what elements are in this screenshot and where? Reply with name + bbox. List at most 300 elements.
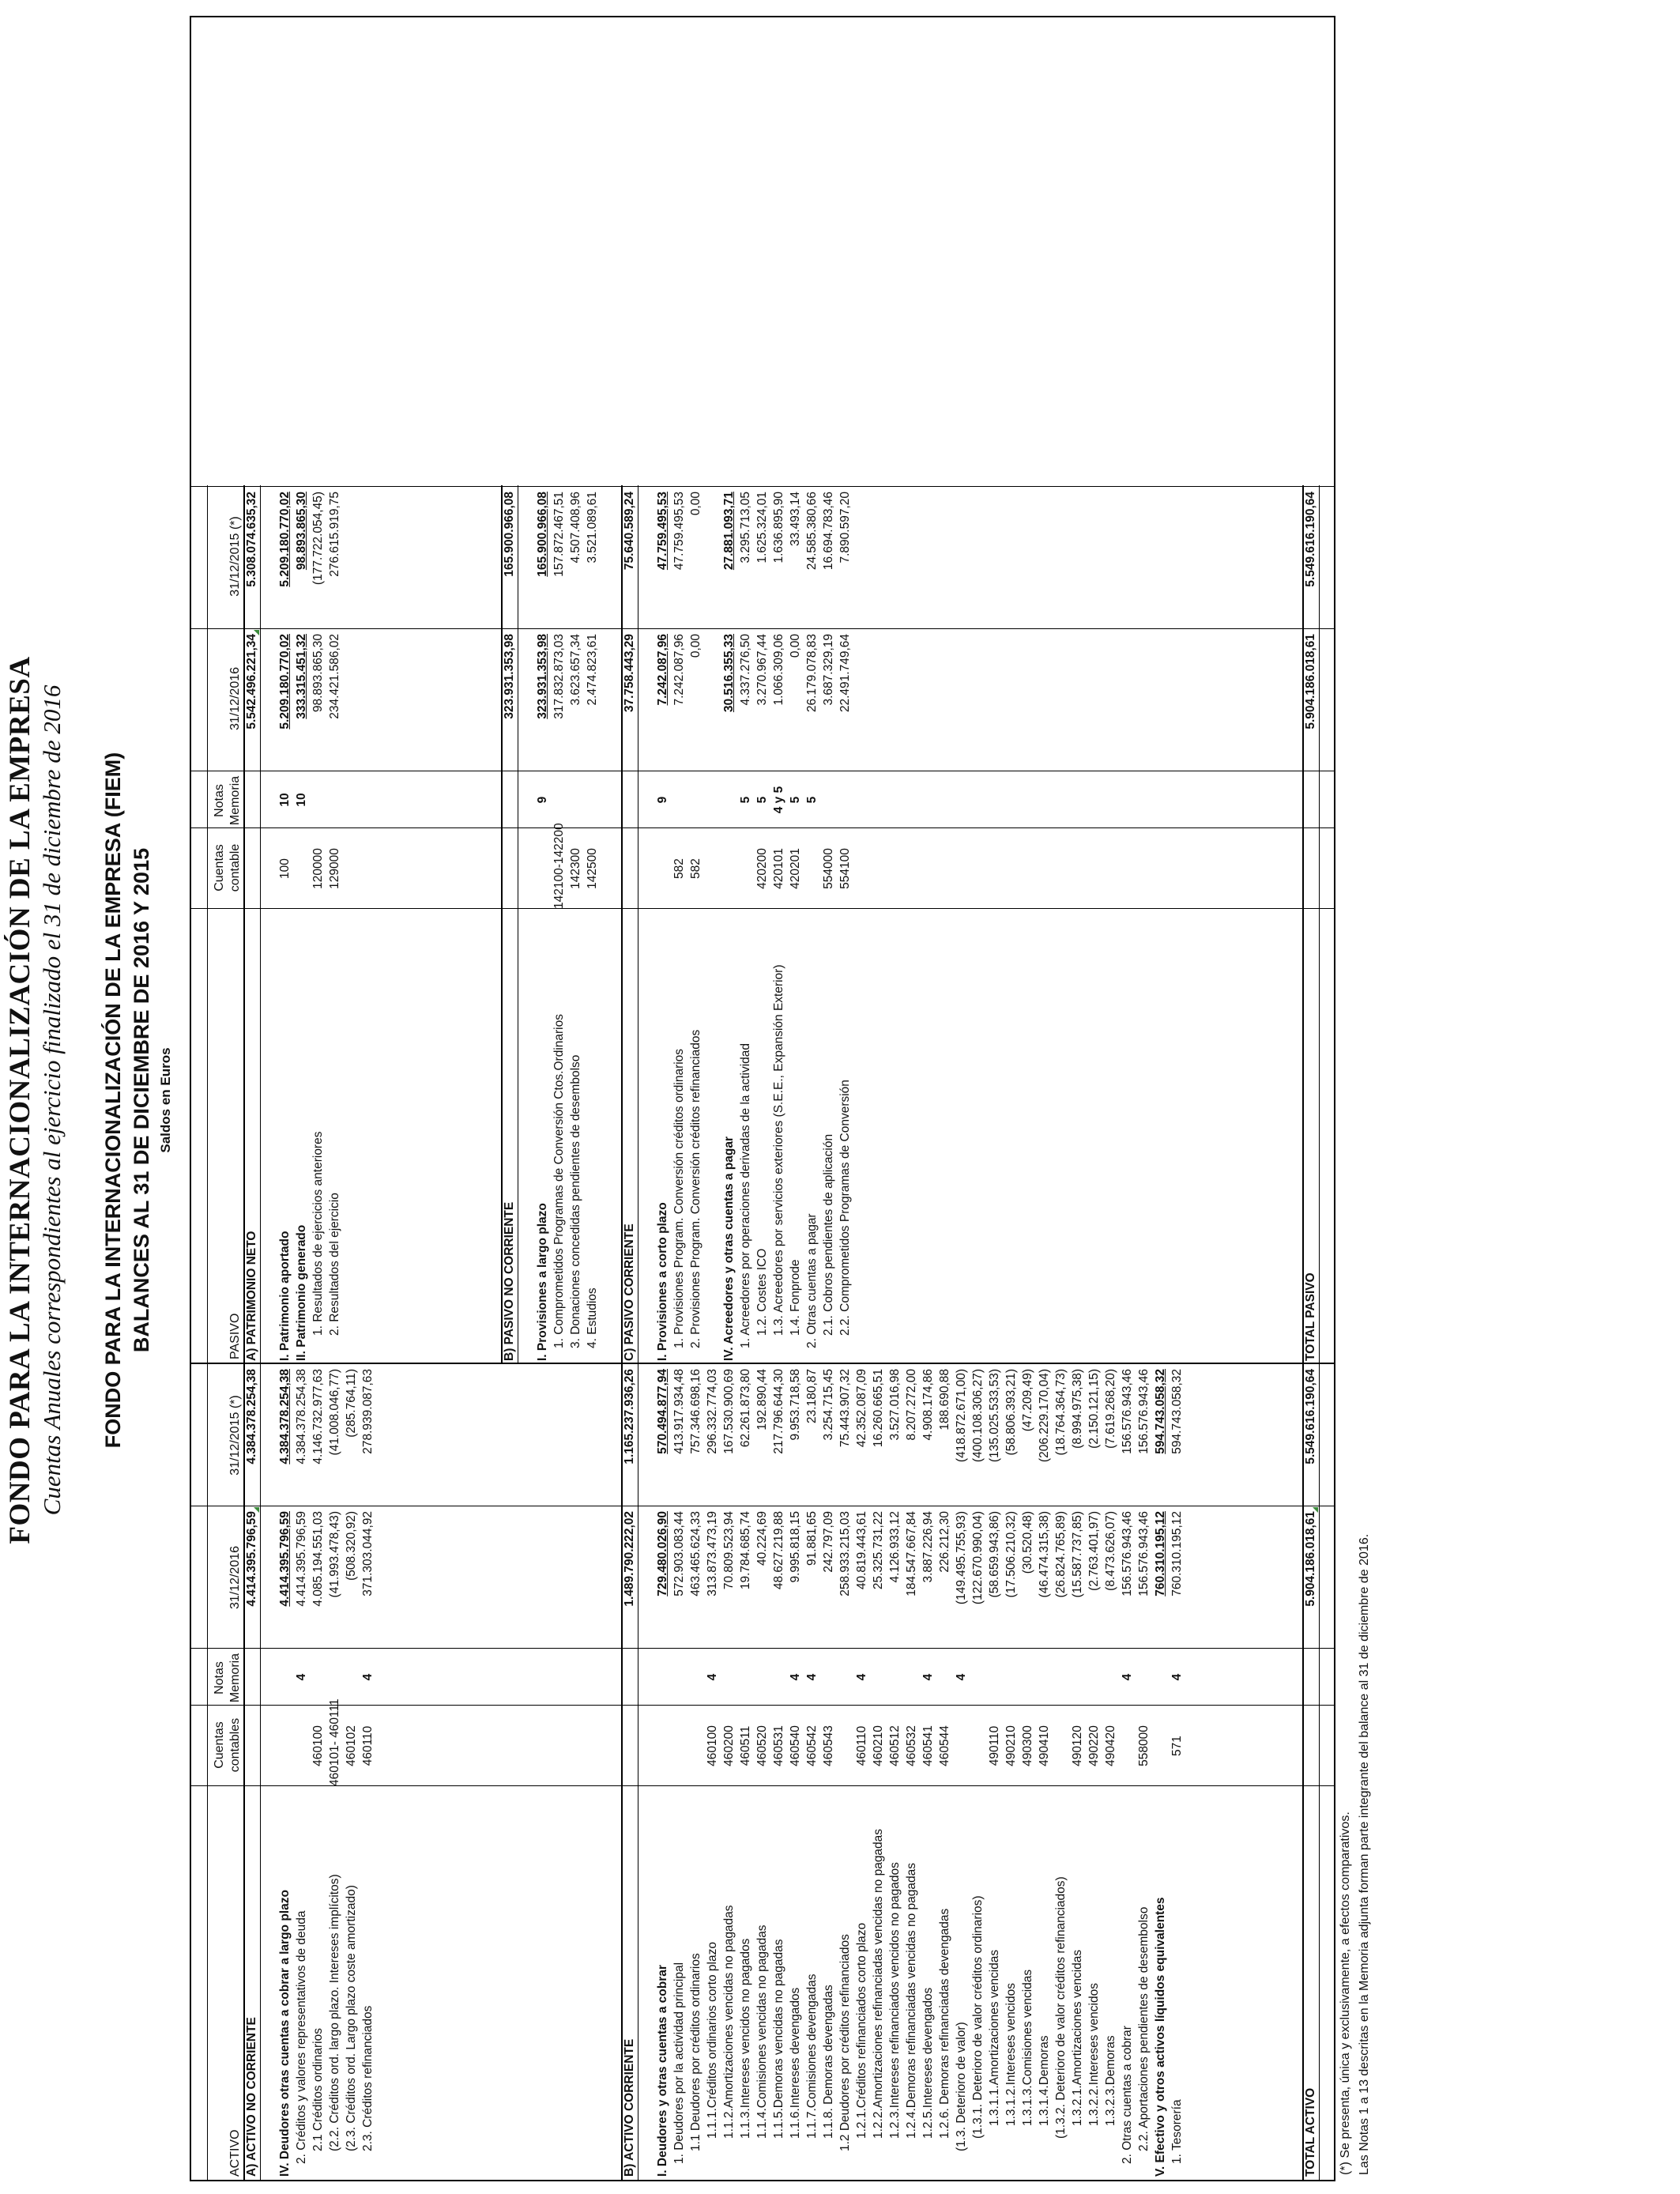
row-label: (1.3. Deterioro de valor) bbox=[955, 2022, 968, 2151]
section-total-row bbox=[243, 1364, 260, 2180]
row-label: (2.3. Créditos ord. Largo plazo coste amortizado) bbox=[345, 1885, 358, 2151]
table-row bbox=[887, 1364, 903, 2180]
row-label: 2.2. Aportaciones pendientes de desembolso bbox=[1137, 1906, 1151, 2151]
table-row bbox=[970, 1364, 986, 2180]
value-2016: 7.242.087,96 bbox=[672, 634, 686, 706]
row-label: 1.3.2.1.Amortizaciones vencidas bbox=[1071, 1949, 1084, 2126]
note-ref: 5 bbox=[739, 796, 752, 804]
note-ref: 9 bbox=[536, 796, 549, 804]
note-ref: 5 bbox=[755, 796, 769, 804]
value-2016: 4.126.933,12 bbox=[888, 1511, 902, 1583]
row-label: I. Provisiones a largo plazo bbox=[536, 1203, 549, 1361]
section-total-row bbox=[621, 485, 638, 1364]
value-2015: (285.764,11) bbox=[345, 1369, 358, 1438]
table-row bbox=[260, 485, 277, 1364]
value-2016: (2.763.401,97) bbox=[1087, 1511, 1101, 1591]
row-label: 1. Tesorería bbox=[1170, 2099, 1184, 2164]
value-2016: 40.224,69 bbox=[755, 1511, 769, 1566]
account-code: 460532 bbox=[905, 1725, 918, 1766]
activo-header: ACTIVO bbox=[228, 2129, 242, 2177]
value-2016: 4.414.395.796,59 bbox=[295, 1511, 308, 1607]
value-2015: 4.146.732.977,63 bbox=[311, 1369, 325, 1465]
value-2015: 4.507.408,96 bbox=[569, 492, 582, 564]
table-row bbox=[671, 485, 687, 1364]
table-row bbox=[343, 1364, 360, 2180]
fund-title: FONDO PARA LA INTERNACIONALIZACIÓN DE LA EMPRESA (FIEM) bbox=[101, 752, 125, 1449]
pasivo-cuentas-header: Cuentas contable bbox=[213, 843, 242, 892]
value-2015: 4.908.174,86 bbox=[921, 1369, 935, 1441]
value-2016: 91.881,65 bbox=[805, 1511, 819, 1566]
table-row bbox=[326, 485, 343, 1364]
row-label: 2. Resultados del ejercicio bbox=[328, 1193, 341, 1336]
section-total-row bbox=[1302, 485, 1319, 1364]
table-row bbox=[1086, 1364, 1102, 2180]
row-label: 2.1 Créditos ordinarios bbox=[311, 2028, 325, 2151]
document-subtitle: Cuentas Anuales correspondientes al ejercicio finalizado el 31 de diciembre de 2016 bbox=[38, 684, 66, 1516]
value-2015: 24.585.380,66 bbox=[805, 492, 819, 571]
row-label: 1.2. Costes ICO bbox=[755, 1248, 769, 1336]
section-total-row bbox=[243, 485, 260, 1364]
value-2015: 47.759.495,53 bbox=[672, 492, 686, 571]
value-2015: 570.494.877,94 bbox=[656, 1369, 669, 1454]
note-ref: 4 bbox=[1121, 1673, 1134, 1681]
value-2016: 234.421.586,02 bbox=[328, 634, 341, 719]
table-row bbox=[986, 1364, 1003, 2180]
row-label: 1.3.1.2.Intereses vencidos bbox=[1004, 1983, 1018, 2126]
value-2016: (149.495.755,93) bbox=[955, 1511, 968, 1605]
note-ref: 4 bbox=[921, 1673, 935, 1681]
value-2016: (8.473.626,07) bbox=[1104, 1511, 1117, 1591]
account-code: 460110 bbox=[361, 1725, 375, 1766]
value-2015: (135.025.533,53) bbox=[988, 1369, 1001, 1463]
account-code: 460540 bbox=[789, 1725, 802, 1766]
value-2015: 1.165.237.936,26 bbox=[623, 1369, 636, 1465]
row-label: 2. Otras cuentas a pagar bbox=[805, 1213, 819, 1348]
value-2015: (41.008.046,77) bbox=[328, 1369, 341, 1456]
account-code: 142500 bbox=[586, 848, 599, 889]
value-2015: 276.615.919,75 bbox=[328, 492, 341, 577]
value-2016: 30.516.355,33 bbox=[722, 634, 736, 713]
account-code: 460541 bbox=[921, 1725, 935, 1766]
row-label: TOTAL ACTIVO bbox=[1304, 2087, 1317, 2177]
row-label: IV. Deudores otras cuentas a cobrar a largo plazo bbox=[278, 1890, 292, 2177]
account-code: 460200 bbox=[722, 1725, 736, 1766]
note-ref: 4 y 5 bbox=[772, 786, 785, 814]
row-label: B) ACTIVO CORRIENTE bbox=[623, 2038, 636, 2177]
row-label: B) PASIVO NO CORRIENTE bbox=[503, 1201, 516, 1361]
account-code: 460531 bbox=[772, 1725, 785, 1766]
row-label: 1.3. Acreedores por servicios exteriores (S.E.E., Expansión Exterior) bbox=[772, 964, 785, 1336]
note-ref: 5 bbox=[789, 796, 802, 804]
pasivo-2016-header: 31/12/2016 bbox=[228, 666, 242, 731]
row-label: 2.1. Cobros pendientes de aplicación bbox=[822, 1133, 835, 1336]
document-title: FONDO PARA LA INTERNACIONALIZACIÓN DE LA EMPRESA bbox=[4, 656, 36, 1544]
value-2015: (7.619.268,20) bbox=[1104, 1369, 1117, 1449]
value-2016: 5.209.180.770,02 bbox=[278, 634, 292, 729]
table-row bbox=[1069, 1364, 1086, 2180]
value-2016: (17.506.210,32) bbox=[1004, 1511, 1018, 1598]
table-row bbox=[1036, 1364, 1053, 2180]
account-code: 571 bbox=[1170, 1736, 1184, 1756]
row-label: I. Patrimonio aportado bbox=[278, 1231, 292, 1361]
account-code: 582 bbox=[689, 858, 703, 879]
value-2016: (508.320,92) bbox=[345, 1511, 358, 1581]
value-2015: (206.229.170,04) bbox=[1038, 1369, 1051, 1463]
value-2015: (400.108.306,27) bbox=[971, 1369, 985, 1463]
account-code: 460512 bbox=[888, 1725, 902, 1766]
account-code: 460210 bbox=[872, 1725, 885, 1766]
value-2015: (58.806.393,21) bbox=[1004, 1369, 1018, 1456]
value-2015: 296.332.774,03 bbox=[706, 1369, 719, 1454]
table-row bbox=[293, 485, 310, 1364]
pasivo-2015-header: 31/12/2015 (*) bbox=[228, 516, 242, 597]
table-row bbox=[1003, 1364, 1019, 2180]
value-2016: 3.623.657,34 bbox=[569, 634, 582, 706]
table-row bbox=[804, 1364, 820, 2180]
row-label: 1.1.2.Amortizaciones vencidas no pagadas bbox=[722, 1905, 736, 2139]
value-2016: 25.325.731,22 bbox=[872, 1511, 885, 1590]
value-2015: 62.261.873,80 bbox=[739, 1369, 752, 1448]
account-code: 420200 bbox=[755, 848, 769, 889]
value-2015: 16.694.783,46 bbox=[822, 492, 835, 571]
value-2015: 1.636.895,90 bbox=[772, 492, 785, 564]
table-row bbox=[903, 1364, 920, 2180]
value-2015: 594.743.058,32 bbox=[1154, 1369, 1167, 1454]
value-2016: 48.627.219,88 bbox=[772, 1511, 785, 1590]
account-code: 460511 bbox=[739, 1725, 752, 1766]
note-ref: 10 bbox=[278, 793, 292, 807]
table-row bbox=[687, 1364, 704, 2180]
pasivo-header: PASIVO bbox=[228, 1313, 242, 1359]
row-label: 1. Comprometidos Programas de Conversión Ctos.Ordinarios bbox=[552, 1014, 566, 1348]
note-ref: 4 bbox=[361, 1673, 375, 1681]
pasivo-notas-header: Notas Memoria bbox=[213, 775, 242, 826]
row-label: 1.3.1.3.Comisiones vencidas bbox=[1021, 1969, 1034, 2126]
account-code: 490410 bbox=[1038, 1725, 1051, 1766]
table-row bbox=[721, 1364, 737, 2180]
row-label: (2.2. Créditos ord. largo plazo. Intereses implícitos) bbox=[328, 1874, 341, 2151]
value-2015: 156.576.943,46 bbox=[1137, 1369, 1151, 1454]
row-label: 1.2.6. Demoras refinanciadas devengadas bbox=[938, 1908, 951, 2139]
table-row bbox=[1152, 1364, 1169, 2180]
value-2016: 760.310.195,12 bbox=[1154, 1511, 1167, 1596]
footnote-comparative: (*) Se presenta, única y exclusivamente, a efectos comparativos. bbox=[1339, 1811, 1352, 2175]
row-label: V. Efectivo y otros activos líquidos equivalentes bbox=[1154, 1897, 1167, 2177]
row-label: 1. Deudores por la actividad principal bbox=[672, 1962, 686, 2164]
account-code: 554000 bbox=[822, 848, 835, 889]
note-ref: 4 bbox=[855, 1673, 868, 1681]
value-2016: 226.212,30 bbox=[938, 1511, 951, 1573]
value-2016: 37.758.443,29 bbox=[623, 634, 636, 713]
value-2016: 313.873.473,19 bbox=[706, 1511, 719, 1596]
value-2016: 98.893.865,30 bbox=[311, 634, 325, 713]
table-row bbox=[260, 1364, 277, 2180]
table-row bbox=[310, 1364, 326, 2180]
value-2015: 0,00 bbox=[689, 492, 703, 516]
value-2015: 8.207.272,00 bbox=[905, 1369, 918, 1441]
row-label: I. Provisiones a corto plazo bbox=[656, 1202, 669, 1361]
account-code: 460544 bbox=[938, 1725, 951, 1766]
value-2016: 5.904.186.018,61 bbox=[1304, 1511, 1317, 1607]
balance-table bbox=[190, 16, 1335, 2181]
value-2016: 3.270.967,44 bbox=[755, 634, 769, 706]
account-code: 490120 bbox=[1071, 1725, 1084, 1766]
value-2015: 75.443.907,32 bbox=[838, 1369, 852, 1448]
value-2016: (15.587.737,85) bbox=[1071, 1511, 1084, 1598]
note-ref: 4 bbox=[706, 1673, 719, 1681]
value-2015: 33.493,14 bbox=[789, 492, 802, 546]
value-2015: 5.549.616.190,64 bbox=[1304, 1369, 1317, 1465]
account-code: 558000 bbox=[1137, 1725, 1151, 1766]
row-label: 1.2.5.Intereses devengados bbox=[921, 1987, 935, 2139]
table-row bbox=[293, 1364, 310, 2180]
value-2016: 26.179.078,83 bbox=[805, 634, 819, 713]
account-code: 460100 bbox=[311, 1725, 325, 1766]
row-label: I. Deudores y otras cuentas a cobrar bbox=[656, 1965, 669, 2177]
table-row bbox=[804, 485, 820, 1364]
account-code: 460110 bbox=[855, 1725, 868, 1766]
row-label: 1.1.6.Intereses devengados bbox=[789, 1987, 802, 2139]
account-code: 460101- 460111 bbox=[328, 1698, 341, 1786]
value-2016: 40.819.443,61 bbox=[855, 1511, 868, 1590]
value-2015: 167.530.900,69 bbox=[722, 1369, 736, 1454]
value-2016: 2.474.823,61 bbox=[586, 634, 599, 706]
row-label: 4. Estudios bbox=[586, 1287, 599, 1348]
table-row bbox=[704, 1364, 721, 2180]
table-row bbox=[770, 485, 787, 1364]
row-label: 1.1.8. Demoras devengadas bbox=[822, 1985, 835, 2139]
value-2015: 27.881.093,71 bbox=[722, 492, 736, 571]
value-2015: 47.759.495,53 bbox=[656, 492, 669, 571]
note-ref: 10 bbox=[295, 793, 308, 807]
account-code: 420201 bbox=[789, 848, 802, 889]
comment-flag-icon bbox=[254, 1507, 259, 1513]
table-row bbox=[837, 1364, 853, 2180]
table-row bbox=[1019, 1364, 1036, 2180]
row-label: 1.2.3.Intereses refinanciados vencidos no pagados bbox=[888, 1862, 902, 2139]
value-2016: (26.824.765,89) bbox=[1054, 1511, 1068, 1598]
balance-subtitle: Saldos en Euros bbox=[158, 1047, 173, 1153]
table-row bbox=[1053, 1364, 1069, 2180]
table-row bbox=[721, 485, 737, 1364]
row-label: IV. Acreedores y otras cuentas a pagar bbox=[722, 1136, 736, 1361]
footnote-notes: Las Notas 1 a 13 descritas en la Memoria adjunta forman parte integrante del balance al 31 de diciembre de 2016. bbox=[1358, 1533, 1371, 2175]
table-row bbox=[704, 485, 721, 1364]
value-2015: 188.690,88 bbox=[938, 1369, 951, 1431]
value-2015: 4.384.378.254,38 bbox=[245, 1369, 258, 1465]
value-2016: 156.576.943,46 bbox=[1137, 1511, 1151, 1596]
table-row bbox=[820, 1364, 837, 2180]
row-label: TOTAL PASIVO bbox=[1304, 1272, 1317, 1361]
activo-2016-header: 31/12/2016 bbox=[228, 1545, 242, 1610]
value-2016: 0,00 bbox=[789, 634, 802, 658]
value-2016: (41.993.478,43) bbox=[328, 1511, 341, 1598]
note-ref: 4 bbox=[1170, 1673, 1184, 1681]
value-2016: 760.310.195,12 bbox=[1170, 1511, 1184, 1596]
value-2015: 1.625.324,01 bbox=[755, 492, 769, 564]
table-row bbox=[920, 1364, 936, 2180]
value-2016: (46.474.315,38) bbox=[1038, 1511, 1051, 1598]
value-2015: (2.150.121,15) bbox=[1087, 1369, 1101, 1449]
table-row bbox=[638, 485, 654, 1364]
activo-2015-header: 31/12/2015 (*) bbox=[228, 1395, 242, 1476]
balance-sheet-page bbox=[0, 9, 1667, 2191]
table-row bbox=[787, 1364, 804, 2180]
table-row bbox=[360, 1364, 376, 2180]
value-2016: 333.315.451,32 bbox=[295, 634, 308, 719]
account-code: 490110 bbox=[988, 1725, 1001, 1766]
value-2015: 23.180,87 bbox=[805, 1369, 819, 1423]
table-row bbox=[953, 1364, 970, 2180]
table-row bbox=[1119, 1364, 1136, 2180]
value-2016: 242.797,09 bbox=[822, 1511, 835, 1573]
value-2015: (18.764.364,73) bbox=[1054, 1369, 1068, 1456]
table-row bbox=[277, 1364, 293, 2180]
value-2016: 22.491.749,64 bbox=[838, 634, 852, 713]
row-label: 1.2 Deudores por créditos refinanciados bbox=[838, 1934, 852, 2151]
account-code: 490300 bbox=[1021, 1725, 1034, 1766]
note-ref: 9 bbox=[656, 796, 669, 804]
row-label: 1.1.5.Demoras vencidas no pagadas bbox=[772, 1939, 785, 2139]
row-label: 1. Provisiones Program. Conversión créditos ordinarios bbox=[672, 1048, 686, 1348]
section-total-row bbox=[621, 1364, 638, 2180]
table-row bbox=[770, 1364, 787, 2180]
account-code: 120000 bbox=[311, 848, 325, 889]
value-2015: 757.346.698,16 bbox=[689, 1369, 703, 1454]
row-label: 1.1.4.Comisiones vencidas no pagadas bbox=[755, 1924, 769, 2139]
value-2016: 1.066.309,06 bbox=[772, 634, 785, 706]
row-label: 2.3. Créditos refinanciados bbox=[361, 2005, 375, 2151]
row-label: 1. Resultados de ejercicios anteriores bbox=[311, 1131, 325, 1336]
value-2016: 258.933.215,03 bbox=[838, 1511, 852, 1596]
value-2016: (122.670.990,04) bbox=[971, 1511, 985, 1605]
value-2016: 70.809.523,94 bbox=[722, 1511, 736, 1590]
value-2016: (30.520,48) bbox=[1021, 1511, 1034, 1574]
account-code: 582 bbox=[672, 858, 686, 879]
value-2015: (418.872.671,00) bbox=[955, 1369, 968, 1463]
row-label: 1.3.1.4.Demoras bbox=[1038, 2035, 1051, 2126]
account-code: 460520 bbox=[755, 1725, 769, 1766]
row-label: 1. Acreedores por operaciones derivadas de la actividad bbox=[739, 1042, 752, 1348]
account-code: 490220 bbox=[1087, 1725, 1101, 1766]
row-label: 1.2.4.Demoras refinanciadas vencidas no pagadas bbox=[905, 1863, 918, 2139]
value-2016: 4.414.395.796,59 bbox=[278, 1511, 292, 1607]
value-2015: (8.994.975,38) bbox=[1071, 1369, 1084, 1449]
value-2015: 156.576.943,46 bbox=[1121, 1369, 1134, 1454]
row-label: 2. Provisiones Program. Conversión créditos refinanciados bbox=[689, 1029, 703, 1348]
value-2015: 4.384.378.254,38 bbox=[295, 1369, 308, 1465]
value-2015: 5.308.074.635,32 bbox=[245, 492, 258, 587]
value-2016: (58.659.943,86) bbox=[988, 1511, 1001, 1598]
note-ref: 4 bbox=[955, 1673, 968, 1681]
note-ref: 4 bbox=[805, 1673, 819, 1681]
table-row bbox=[737, 1364, 754, 2180]
value-2016: 323.931.353,98 bbox=[503, 634, 516, 719]
value-2016: 9.995.818,15 bbox=[789, 1511, 802, 1583]
value-2015: 3.527.016,98 bbox=[888, 1369, 902, 1441]
value-2016: 1.489.790.222,02 bbox=[623, 1511, 636, 1607]
value-2015: 75.640.589,24 bbox=[623, 492, 636, 571]
row-label: 1.1 Deudores por créditos ordinarios bbox=[689, 1953, 703, 2151]
comment-flag-icon bbox=[254, 630, 259, 635]
account-code: 460543 bbox=[822, 1725, 835, 1766]
table-row bbox=[277, 485, 293, 1364]
value-2015: (177.722.054,45) bbox=[311, 492, 325, 586]
table-row bbox=[584, 485, 601, 1364]
value-2015: 192.890,44 bbox=[755, 1369, 769, 1431]
table-row bbox=[820, 485, 837, 1364]
account-code: 129000 bbox=[328, 848, 341, 889]
table-row bbox=[638, 1364, 654, 2180]
value-2016: 19.784.685,74 bbox=[739, 1511, 752, 1590]
table-row bbox=[754, 1364, 770, 2180]
row-label: C) PASIVO CORRIENTE bbox=[623, 1223, 636, 1361]
value-2016: 463.465.624,33 bbox=[689, 1511, 703, 1596]
row-label: 1.2.1.Créditos refinanciados corto plazo bbox=[855, 1922, 868, 2139]
value-2016: 729.480.026,90 bbox=[656, 1511, 669, 1596]
table-row bbox=[853, 1364, 870, 2180]
value-2015: 4.384.378.254,38 bbox=[278, 1369, 292, 1465]
value-2015: 16.260.665,51 bbox=[872, 1369, 885, 1448]
table-row bbox=[1169, 1364, 1185, 2180]
table-row bbox=[687, 485, 704, 1364]
activo-notas-header: Notas Memoria bbox=[213, 1653, 242, 1703]
comment-flag-icon bbox=[1313, 1507, 1318, 1513]
value-2015: 7.890.597,20 bbox=[838, 492, 852, 564]
table-row bbox=[754, 485, 770, 1364]
account-code: 142100-142200 bbox=[552, 823, 566, 909]
value-2015: 278.939.087,63 bbox=[361, 1369, 375, 1454]
value-2015: 594.743.058,32 bbox=[1170, 1369, 1184, 1454]
table-row bbox=[310, 485, 326, 1364]
account-code: 460542 bbox=[805, 1725, 819, 1766]
row-label: A) ACTIVO NO CORRIENTE bbox=[245, 2017, 258, 2177]
table-row bbox=[567, 485, 584, 1364]
balance-title: BALANCES AL 31 DE DICIEMBRE DE 2016 Y 2015 bbox=[130, 847, 153, 1353]
account-code: 554100 bbox=[838, 848, 852, 889]
value-2015: 9.953.718,58 bbox=[789, 1369, 802, 1441]
table-row bbox=[737, 485, 754, 1364]
account-code: 100 bbox=[278, 858, 292, 879]
value-2016: 572.903.083,44 bbox=[672, 1511, 686, 1596]
value-2015: 413.917.934,48 bbox=[672, 1369, 686, 1454]
row-label: 1.3.2.3.Demoras bbox=[1104, 2035, 1117, 2126]
account-code: 490420 bbox=[1104, 1725, 1117, 1766]
row-label: 1.3.2.2.Intereses vencidos bbox=[1087, 1983, 1101, 2126]
row-label: A) PATRIMONIO NETO bbox=[245, 1231, 258, 1361]
value-2015: 3.521.089,61 bbox=[586, 492, 599, 564]
value-2016: 317.832.873,03 bbox=[552, 634, 566, 719]
table-row bbox=[837, 485, 853, 1364]
row-label: 3. Donaciones concedidas pendientes de desembolso bbox=[569, 1054, 582, 1348]
row-label: 1.1.7.Comisiones devengadas bbox=[805, 1973, 819, 2139]
value-2015: 5.209.180.770,02 bbox=[278, 492, 292, 587]
value-2015: 3.254.715,45 bbox=[822, 1369, 835, 1441]
row-label: (1.3.1. Deterioro de valor créditos ordinarios) bbox=[971, 1895, 985, 2139]
value-2016: 4.414.395.796,59 bbox=[245, 1511, 258, 1607]
row-label: 1.1.3.Intereses vencidos no pagados bbox=[739, 1938, 752, 2139]
table-row bbox=[936, 1364, 953, 2180]
table-row bbox=[551, 485, 567, 1364]
value-2016: 5.542.496.221,34 bbox=[245, 634, 258, 729]
table-row bbox=[654, 485, 671, 1364]
table-row bbox=[1136, 1364, 1152, 2180]
value-2016: 3.687.329,19 bbox=[822, 634, 835, 706]
account-code: 460100 bbox=[706, 1725, 719, 1766]
account-code: 420101 bbox=[772, 848, 785, 889]
value-2016: 323.931.353,98 bbox=[536, 634, 549, 719]
row-label: 1.3.1.1.Amortizaciones vencidas bbox=[988, 1949, 1001, 2126]
